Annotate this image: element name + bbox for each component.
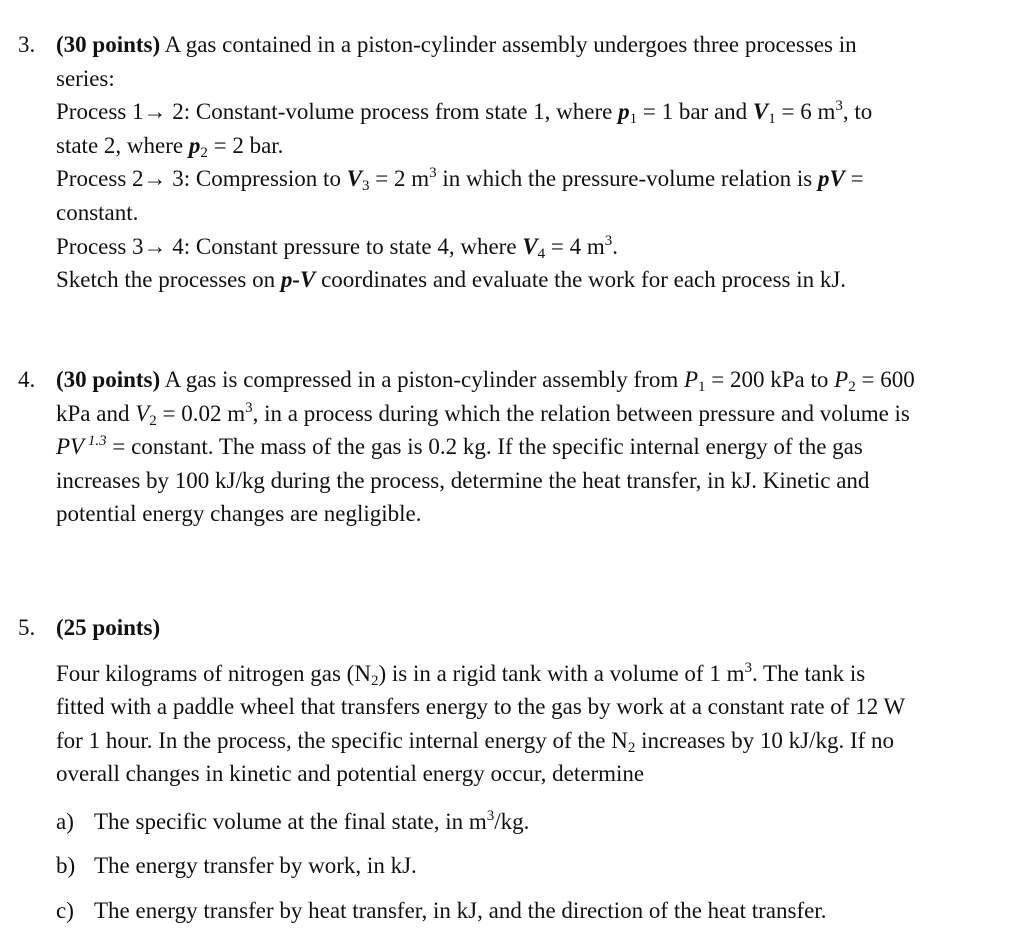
points-label: (30 points) [56,367,161,392]
points-label: (25 points) [56,615,161,640]
symbol: V [752,99,769,125]
superscript: 3 [486,807,495,824]
problem-number: 3. [18,32,36,57]
sub-question-c [56,894,1008,928]
problem-statement-line [56,724,1008,758]
sub-question-letter: a) [56,808,74,834]
text: = 0.02 m [156,400,246,426]
text: = 600 [855,367,915,392]
superscript: 3 [604,232,613,249]
symbol: p-V [280,267,316,293]
text: increases by 10 kJ/kg. If no [635,727,895,753]
problem-statement-line [56,430,1008,464]
process-2-3 [56,162,1008,196]
text: . The tank is [751,660,866,686]
sub-question-letter: b) [56,852,76,878]
text: kPa and [56,400,136,426]
text: A gas contained in a piston-cylinder assembly undergoes three processes in [160,32,857,57]
symbol: P [683,367,699,392]
text: /kg. [494,808,530,834]
points-label: (30 points) [56,32,161,57]
text: Four kilograms of nitrogen gas (N [56,660,371,686]
sub-question-text: The energy transfer by work, in kJ. [94,852,417,878]
problem-body [56,363,1008,531]
problem-body [56,611,1008,791]
subscript: 1 [698,379,706,395]
problem-statement-line [56,657,1008,691]
sub-question-b [56,849,1008,883]
symbol: PV [56,434,85,460]
superscript: 3 [835,98,843,115]
problem-3 [18,28,1008,297]
text: = [844,166,864,192]
superscript: 3 [245,399,253,416]
subscript: 2 [370,672,379,689]
process-3-4 [56,230,1008,264]
subscript: 4 [537,245,546,262]
subscript: 2 [200,144,208,161]
text: state 2, where [56,132,189,158]
subscript: 2 [848,379,856,395]
subscript: 1 [629,111,638,128]
superscript: 3 [744,659,752,676]
text: ) is in a rigid tank with a volume of 1 m [378,660,745,686]
problem-statement-line: overall changes in kinetic and potential energy occur, determine [56,761,645,787]
text: = 2 bar. [207,132,284,158]
sub-question-text: The energy transfer by heat transfer, in kJ, and the direction of the heat transfer. [94,898,827,924]
problem-body [56,28,1008,297]
subscript: 2 [149,412,157,429]
symbol: p [618,99,630,125]
text: Process 2→ 3: Compression to [56,166,347,192]
problem-5 [18,611,1008,928]
problem-statement-line: increases by 100 kJ/kg during the process, determine the heat transfer, in kJ. Kinetic and [56,467,870,493]
text: = 200 kPa to [705,367,835,392]
superscript: 3 [429,165,437,182]
text: coordinates and evaluate the work for each process in kJ. [315,267,847,293]
text: , to [842,99,873,125]
problem-statement-line [56,363,1008,397]
text: A gas is compressed in a piston-cylinder assembly from [160,367,684,392]
text: , in a process during which the relation between pressure and volume is [252,400,910,426]
text: . [612,233,619,259]
problem-number: 5. [18,615,36,640]
problem-statement-line: series: [56,65,115,91]
problem-4 [18,363,1008,531]
sub-question-letter: c) [56,898,74,924]
sub-question-text [94,805,1008,839]
text: The specific volume at the final state, in m [94,808,487,834]
symbol: pV [818,166,845,192]
symbol: V [522,233,538,259]
text: = 2 m [369,166,430,192]
problem-header [56,611,1008,645]
text: Process 3→ 4: Constant pressure to state 4, where [56,233,523,259]
symbol: P [834,367,849,392]
symbol: V [346,166,363,192]
text: Process 1→ 2: Constant-volume process from state 1, where [56,99,619,125]
subscript: 1 [768,111,776,128]
problem-number: 4. [18,367,36,392]
problem-statement-line: fitted with a paddle wheel that transfers energy to the gas by work at a constant rate of 12 W [56,694,906,720]
sub-question-a [56,805,1008,839]
process-1-2-cont [56,129,1008,163]
sketch-instruction [56,263,1008,297]
process-2-3-cont: constant. [56,199,139,225]
problem-statement-line: potential energy changes are negligible. [56,501,422,527]
subscript: 3 [362,178,370,195]
text: = constant. The mass of the gas is 0.2 kg. If the specific internal energy of the gas [106,434,863,460]
text: = 1 bar and [637,99,753,125]
text: for 1 hour. In the process, the specific internal energy of the N [56,727,628,753]
process-1-2 [56,95,1008,129]
text: in which the pressure-volume relation is [436,166,818,192]
problem-statement-line [56,397,1008,431]
symbol: p [188,132,201,158]
problem-statement-line [56,28,1008,62]
symbol: V [135,400,150,426]
text: Sketch the processes on [56,267,281,293]
text: = 4 m [545,233,605,259]
text: = 6 m [775,99,836,125]
subscript: 2 [627,739,636,756]
superscript: 1.3 [84,433,107,450]
